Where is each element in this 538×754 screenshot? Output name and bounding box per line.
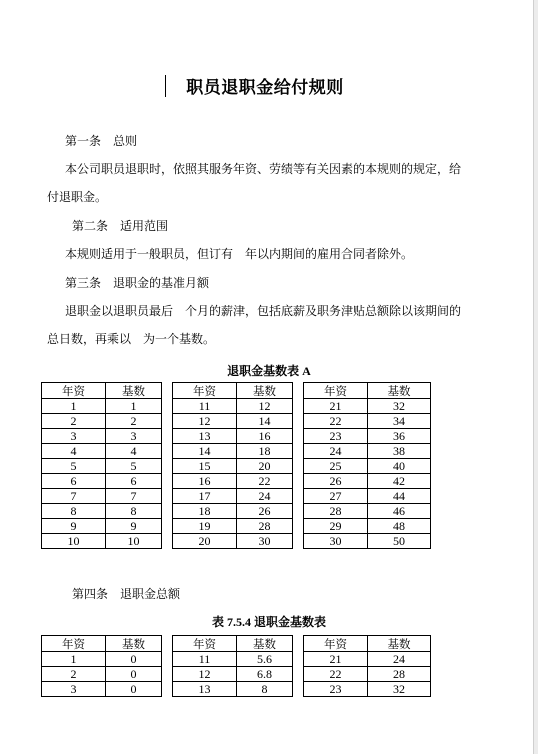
table-cell: 20 bbox=[173, 534, 237, 549]
column-gap bbox=[162, 414, 173, 429]
table-header-cell: 年资 bbox=[42, 383, 106, 399]
table-cell: 26 bbox=[304, 474, 368, 489]
table-header-cell: 年资 bbox=[173, 636, 237, 652]
column-gap bbox=[293, 489, 304, 504]
table-cell: 14 bbox=[173, 444, 237, 459]
table-cell: 16 bbox=[237, 429, 293, 444]
table-cell: 12 bbox=[173, 667, 237, 682]
table-cell: 10 bbox=[106, 534, 162, 549]
table-cell: 24 bbox=[304, 444, 368, 459]
paragraph-1-line-2: 付退职金。 bbox=[47, 190, 108, 204]
table-cell: 34 bbox=[368, 414, 431, 429]
table-cell: 46 bbox=[368, 504, 431, 519]
article-4-heading: 第四条 退职金总额 bbox=[72, 587, 181, 601]
table-cell: 21 bbox=[304, 399, 368, 414]
table-cell: 5 bbox=[106, 459, 162, 474]
table-cell: 1 bbox=[106, 399, 162, 414]
table-row bbox=[42, 474, 431, 489]
table-header-cell: 基数 bbox=[237, 383, 293, 399]
table-row bbox=[42, 652, 431, 667]
column-gap bbox=[293, 636, 304, 652]
table-cell: 24 bbox=[237, 489, 293, 504]
column-gap bbox=[293, 399, 304, 414]
column-gap bbox=[293, 504, 304, 519]
column-gap bbox=[162, 682, 173, 697]
column-gap bbox=[162, 444, 173, 459]
table-cell: 12 bbox=[173, 414, 237, 429]
table-cell: 25 bbox=[304, 459, 368, 474]
table-cell: 30 bbox=[304, 534, 368, 549]
column-gap bbox=[162, 474, 173, 489]
paragraph-2: 本规则适用于一般职员，但订有 年以内期间的雇用合同者除外。 bbox=[65, 247, 414, 261]
table-cell: 12 bbox=[237, 399, 293, 414]
table-cell: 32 bbox=[368, 399, 431, 414]
table-row bbox=[42, 534, 431, 549]
column-gap bbox=[162, 383, 173, 399]
table-cell: 3 bbox=[42, 682, 106, 697]
table-a-caption: 退职金基数表 A bbox=[227, 364, 311, 378]
table-cell: 50 bbox=[368, 534, 431, 549]
table-cell: 7 bbox=[42, 489, 106, 504]
table-cell: 9 bbox=[106, 519, 162, 534]
table-cell: 8 bbox=[42, 504, 106, 519]
table-cell: 0 bbox=[106, 652, 162, 667]
document-title: 职员退职金给付规则 bbox=[186, 78, 344, 98]
table-cell: 6 bbox=[42, 474, 106, 489]
table-header-row bbox=[42, 383, 431, 399]
column-gap bbox=[293, 667, 304, 682]
table-cell: 48 bbox=[368, 519, 431, 534]
table-cell: 18 bbox=[237, 444, 293, 459]
paragraph-3-line-1: 退职金以退职员最后 个月的薪津，包括底薪及职务津贴总额除以该期间的 bbox=[65, 304, 462, 318]
column-gap bbox=[293, 383, 304, 399]
table-cell: 22 bbox=[237, 474, 293, 489]
table-header-cell: 年资 bbox=[173, 383, 237, 399]
table-cell: 13 bbox=[173, 682, 237, 697]
column-gap bbox=[162, 429, 173, 444]
table-header-cell: 基数 bbox=[368, 383, 431, 399]
table-cell: 16 bbox=[173, 474, 237, 489]
table-cell: 23 bbox=[304, 429, 368, 444]
table-cell: 0 bbox=[106, 667, 162, 682]
column-gap bbox=[293, 429, 304, 444]
table-cell: 2 bbox=[106, 414, 162, 429]
column-gap bbox=[293, 459, 304, 474]
table-cell: 4 bbox=[42, 444, 106, 459]
table-cell: 8 bbox=[106, 504, 162, 519]
table-header-cell: 基数 bbox=[106, 383, 162, 399]
table-cell: 26 bbox=[237, 504, 293, 519]
table-cell: 32 bbox=[368, 682, 431, 697]
table-cell: 1 bbox=[42, 399, 106, 414]
table-cell: 11 bbox=[173, 399, 237, 414]
text-cursor bbox=[165, 75, 166, 97]
table-row bbox=[42, 414, 431, 429]
table-cell: 8 bbox=[237, 682, 293, 697]
table-cell: 40 bbox=[368, 459, 431, 474]
table-cell: 6.8 bbox=[237, 667, 293, 682]
table-row bbox=[42, 399, 431, 414]
column-gap bbox=[293, 444, 304, 459]
column-gap bbox=[162, 459, 173, 474]
table-header-cell: 基数 bbox=[106, 636, 162, 652]
article-2-heading: 第二条 适用范围 bbox=[72, 219, 169, 233]
article-3-heading: 第三条 退职金的基准月额 bbox=[65, 276, 210, 290]
table-cell: 9 bbox=[42, 519, 106, 534]
column-gap bbox=[293, 519, 304, 534]
table-cell: 2 bbox=[42, 414, 106, 429]
table-cell: 36 bbox=[368, 429, 431, 444]
column-gap bbox=[293, 474, 304, 489]
table-header-cell: 基数 bbox=[237, 636, 293, 652]
table-row bbox=[42, 504, 431, 519]
table-header-cell: 基数 bbox=[368, 636, 431, 652]
table-row bbox=[42, 682, 431, 697]
table-cell: 4 bbox=[106, 444, 162, 459]
column-gap bbox=[162, 489, 173, 504]
table-row bbox=[42, 489, 431, 504]
table-b-caption: 表 7.5.4 退职金基数表 bbox=[211, 615, 326, 629]
table-cell: 23 bbox=[304, 682, 368, 697]
table-cell: 1 bbox=[42, 652, 106, 667]
table-b bbox=[41, 635, 431, 697]
table-cell: 5.6 bbox=[237, 652, 293, 667]
article-1-heading: 第一条 总则 bbox=[65, 134, 138, 148]
table-cell: 38 bbox=[368, 444, 431, 459]
column-gap bbox=[162, 652, 173, 667]
table-cell: 22 bbox=[304, 667, 368, 682]
table-cell: 27 bbox=[304, 489, 368, 504]
table-row bbox=[42, 429, 431, 444]
paragraph-1-line-1: 本公司职员退职时，依照其服务年资、劳绩等有关因素的本规则的规定，给 bbox=[65, 162, 462, 176]
table-cell: 28 bbox=[304, 504, 368, 519]
column-gap bbox=[293, 682, 304, 697]
table-cell: 5 bbox=[42, 459, 106, 474]
table-cell: 44 bbox=[368, 489, 431, 504]
table-cell: 21 bbox=[304, 652, 368, 667]
table-cell: 29 bbox=[304, 519, 368, 534]
table-cell: 3 bbox=[42, 429, 106, 444]
table-cell: 7 bbox=[106, 489, 162, 504]
column-gap bbox=[162, 534, 173, 549]
table-cell: 10 bbox=[42, 534, 106, 549]
column-gap bbox=[293, 414, 304, 429]
table-cell: 42 bbox=[368, 474, 431, 489]
table-cell: 28 bbox=[368, 667, 431, 682]
table-cell: 3 bbox=[106, 429, 162, 444]
column-gap bbox=[162, 667, 173, 682]
table-cell: 6 bbox=[106, 474, 162, 489]
table-cell: 20 bbox=[237, 459, 293, 474]
table-cell: 19 bbox=[173, 519, 237, 534]
paragraph-3-line-2: 总日数，再乘以 为一个基数。 bbox=[47, 332, 216, 346]
table-row bbox=[42, 444, 431, 459]
table-cell: 30 bbox=[237, 534, 293, 549]
table-cell: 14 bbox=[237, 414, 293, 429]
table-cell: 11 bbox=[173, 652, 237, 667]
table-row bbox=[42, 459, 431, 474]
table-cell: 15 bbox=[173, 459, 237, 474]
table-row bbox=[42, 519, 431, 534]
table-cell: 17 bbox=[173, 489, 237, 504]
table-cell: 24 bbox=[368, 652, 431, 667]
table-header-cell: 年资 bbox=[304, 383, 368, 399]
column-gap bbox=[162, 504, 173, 519]
table-header-cell: 年资 bbox=[42, 636, 106, 652]
column-gap bbox=[293, 534, 304, 549]
table-row bbox=[42, 667, 431, 682]
table-a bbox=[41, 382, 431, 549]
column-gap bbox=[293, 652, 304, 667]
table-header-cell: 年资 bbox=[304, 636, 368, 652]
table-cell: 28 bbox=[237, 519, 293, 534]
table-cell: 13 bbox=[173, 429, 237, 444]
table-cell: 0 bbox=[106, 682, 162, 697]
column-gap bbox=[162, 636, 173, 652]
table-header-row bbox=[42, 636, 431, 652]
table-cell: 2 bbox=[42, 667, 106, 682]
column-gap bbox=[162, 399, 173, 414]
column-gap bbox=[162, 519, 173, 534]
table-cell: 18 bbox=[173, 504, 237, 519]
table-cell: 22 bbox=[304, 414, 368, 429]
